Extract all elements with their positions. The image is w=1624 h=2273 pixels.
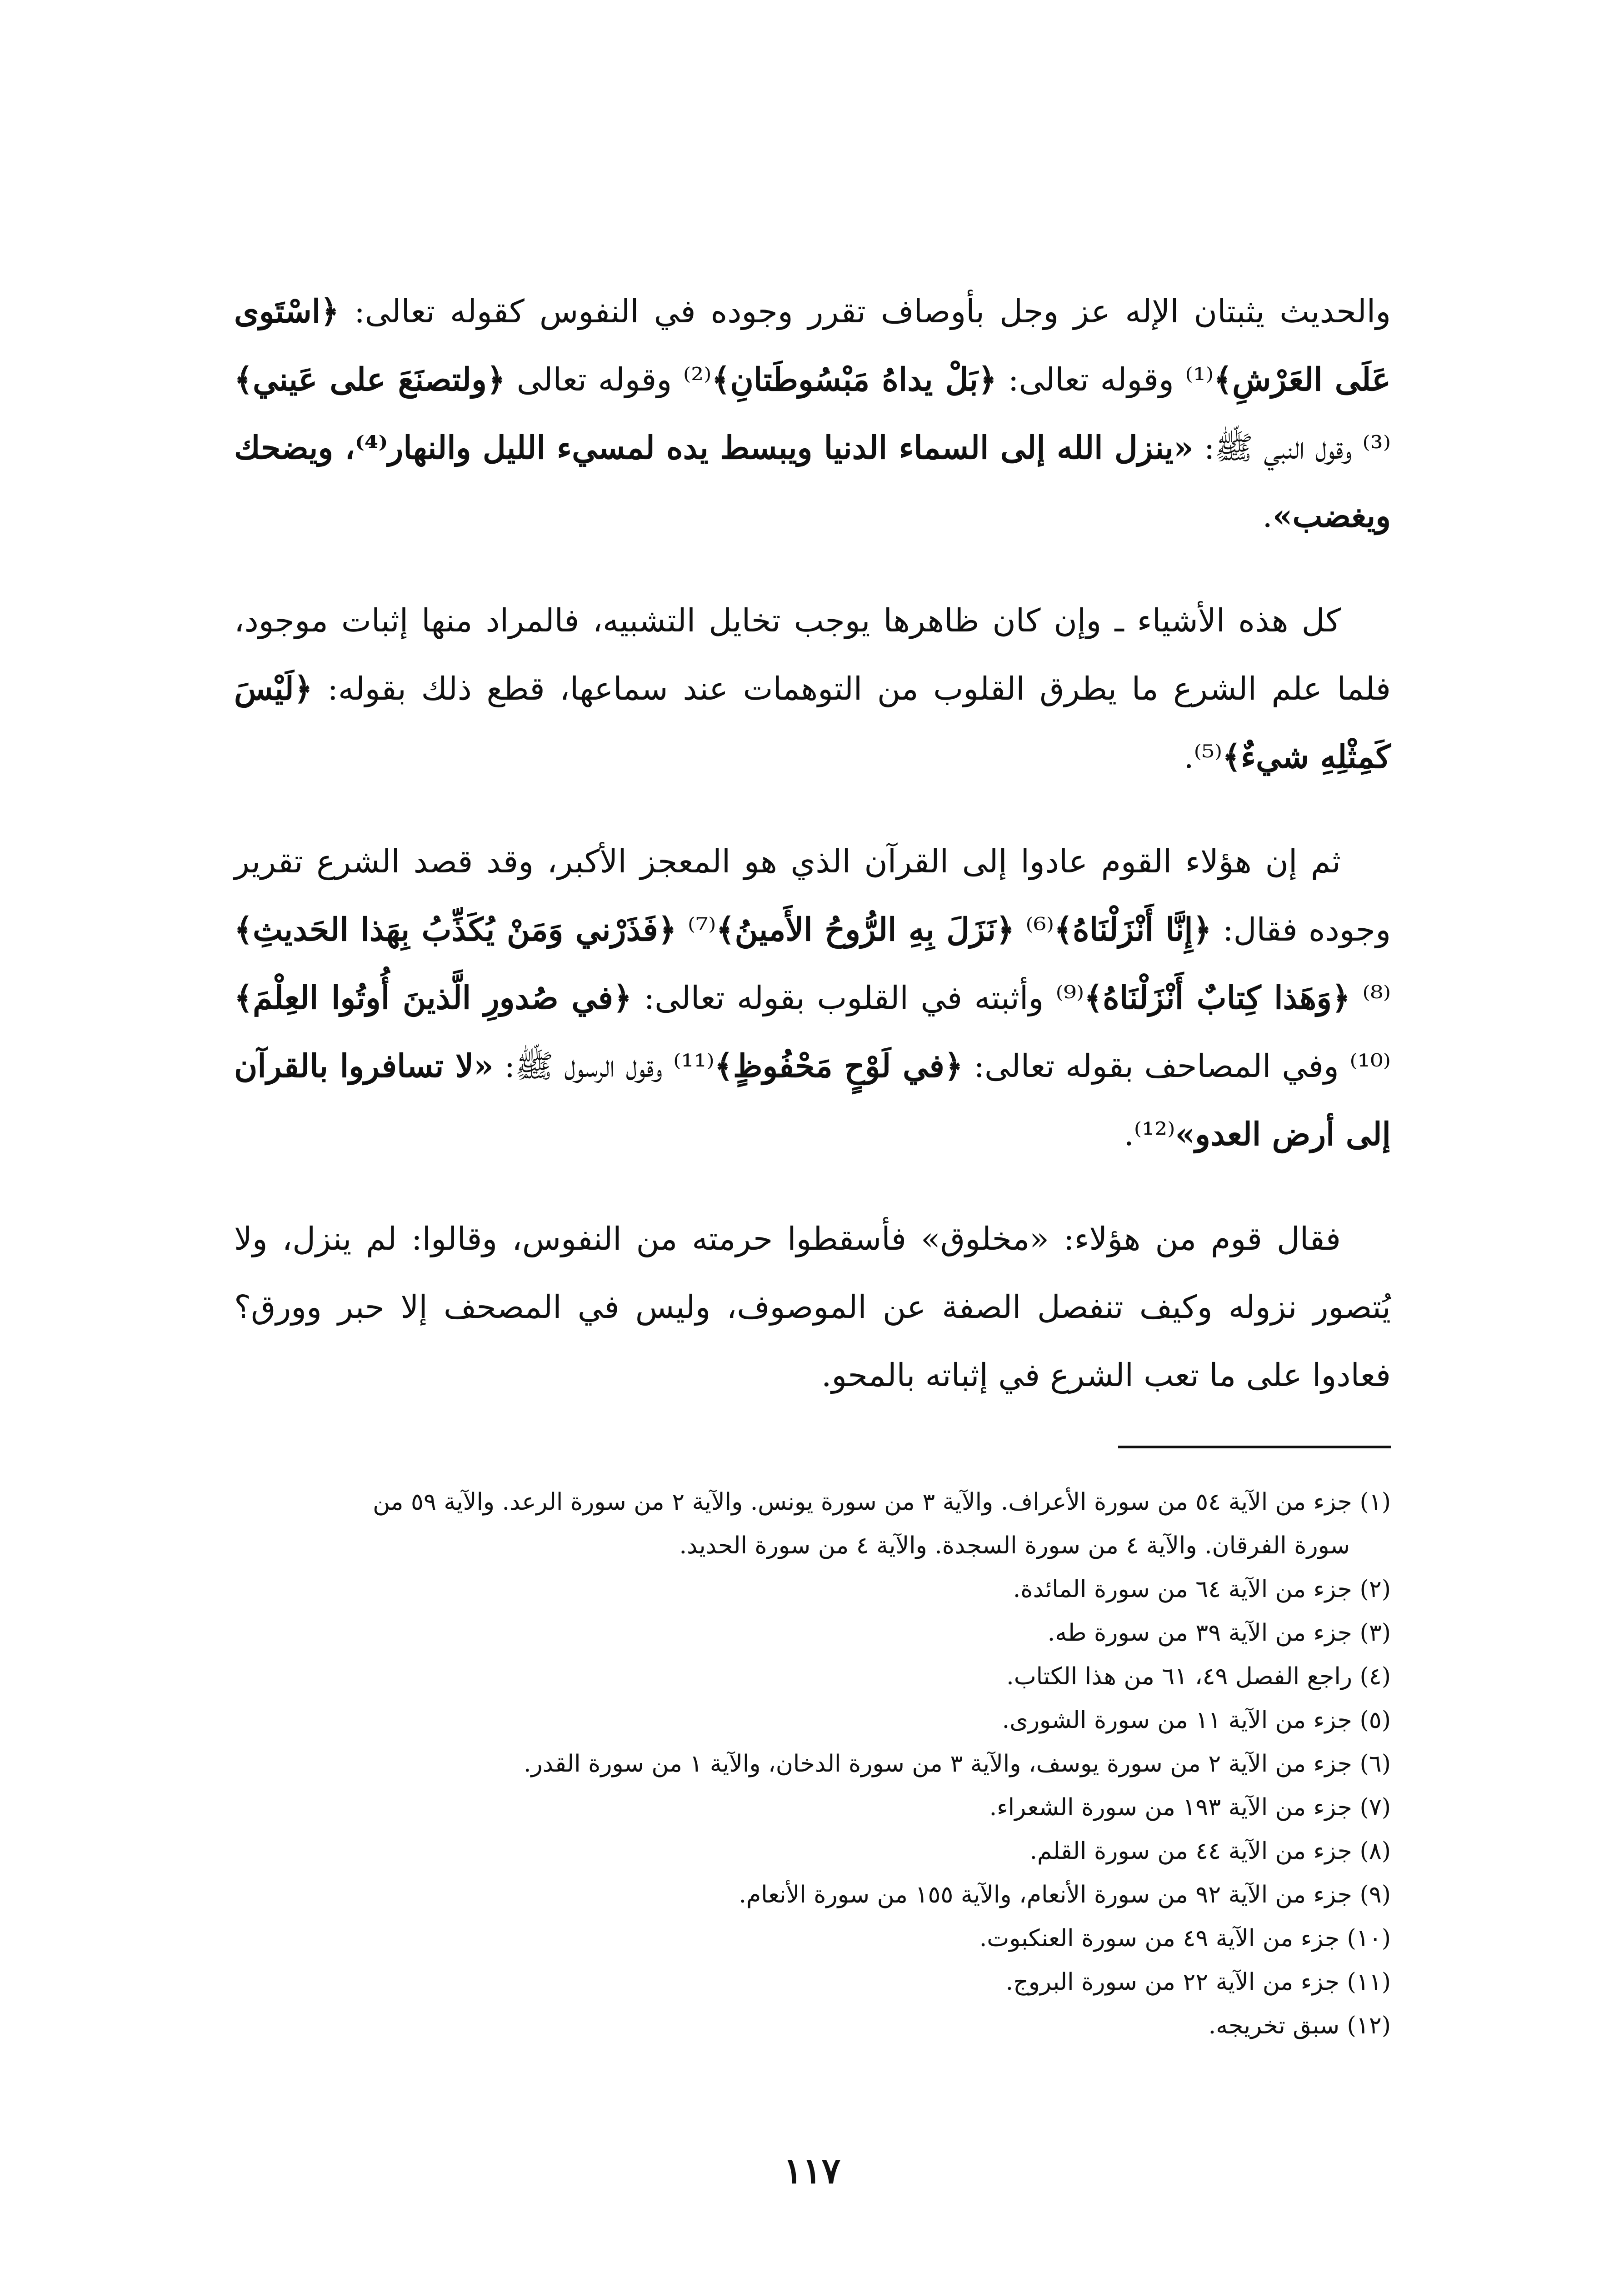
footnote-text: جزء من الآية ١١ من سورة الشورى. [1002, 1707, 1352, 1734]
quoted-text: ﴿في صُدورِ الَّذينَ أُوتُوا العِلْمَ﴾ [234, 979, 632, 1016]
quoted-text: ﴿إِنَّا أَنْزَلْنَاهُ﴾ [1054, 911, 1212, 948]
footnote-text: جزء من الآية ٥٤ من سورة الأعراف. والآية ٣ من سورة يونس. والآية ٢ من سورة الرعد. والآية ٥٩ من [373, 1488, 1352, 1516]
footnote-text: سبق تخريجه. [1208, 2012, 1340, 2039]
paragraph-text: ⁽¹¹⁾ وقول الرسول ﷺ: [493, 1047, 715, 1085]
footnote-number: (٤) [1359, 1663, 1391, 1690]
footnote-number: (١٠) [1347, 1925, 1391, 1952]
footnote-item [234, 1480, 1391, 1567]
footnote-text: راجع الفصل ٤٩، ٦١ من هذا الكتاب. [1006, 1663, 1352, 1690]
quoted-text: ﴿وَهَذا كِتابٌ أَنْزَلْنَاهُ﴾ [1084, 979, 1351, 1016]
footnote-number: (٨) [1359, 1837, 1391, 1865]
body-paragraph [234, 277, 1391, 550]
paragraph-text: فقال قوم من هؤلاء: «مخلوق» فأسقطوا حرمته من النفوس، وقالوا: لم ينزل، ولا يُتصور نزوله وكيف تنفصل الصفة عن الموصوف، وليس في المصحف إلا حبر وورق؟ فعادوا على ما تعب الشرع في إثباته بالمحو. [234, 1220, 1391, 1394]
paragraph-text: كل هذه الأشياء ـ وإن كان ظاهرها يوجب تخايل التشبيه، فالمراد منها إثبات موجود، فلما علم الشرع ما يطرق القلوب من التوهمات عند سماعها، قطع ذلك بقوله: [234, 602, 1391, 707]
paragraph-text: ⁽⁵⁾. [1184, 738, 1223, 776]
footnote-text: جزء من الآية ٩٢ من سورة الأنعام، والآية ١٥٥ من سورة الأنعام. [739, 1881, 1352, 1908]
quoted-text: ﴿نَزَلَ بِهِ الرُّوحُ الأَمينُ﴾ [716, 911, 1015, 948]
footnote-number: (١١) [1347, 1968, 1391, 1996]
footnote-number: (٧) [1359, 1794, 1391, 1821]
footnote-text: جزء من الآية ١٩٣ من سورة الشعراء. [989, 1794, 1352, 1821]
footnote-number: (٣) [1359, 1619, 1391, 1647]
footnote-text-continued: سورة الفرقان. والآية ٤ من سورة السجدة. والآية ٤ من سورة الحديد. [679, 1532, 1350, 1559]
paragraph-text: . [1262, 497, 1273, 535]
quoted-text: «لا تسافروا بالقرآن إلى أرض العدو» [234, 1047, 1391, 1153]
footnote-text: جزء من الآية ٣٩ من سورة طه. [1047, 1619, 1352, 1647]
footnote-item [234, 1655, 1391, 1698]
footnote-separator [1118, 1446, 1391, 1448]
page-body [234, 277, 1391, 2048]
body-paragraph [234, 1205, 1391, 1409]
footnote-number: (٥) [1359, 1707, 1391, 1734]
quoted-text: «ينزل الله إلى السماء الدنيا ويبسط يده لمسيء الليل والنهار⁽⁴⁾، ويضحك ويغضب» [234, 429, 1391, 535]
paragraph-text: ثم إن هؤلاء القوم عادوا إلى القرآن الذي هو المعجز الأكبر، وقد قصد الشرع تقرير وجوده فقال: [234, 843, 1391, 948]
page-number: ١١٧ [783, 2150, 841, 2192]
footnote-item [234, 1742, 1391, 1786]
footnote-text: جزء من الآية ٢ من سورة يوسف، والآية ٣ من سورة الدخان، والآية ١ من سورة القدر. [524, 1750, 1352, 1777]
footnote-item [234, 1960, 1391, 2004]
footnote-text: جزء من الآية ٤٩ من سورة العنكبوت. [979, 1925, 1340, 1952]
footnote-text: جزء من الآية ٦٤ من سورة المائدة. [1013, 1576, 1352, 1603]
quoted-text: ﴿ولتصنَعَ على عَيني﴾ [234, 360, 505, 398]
paragraph-text: ⁽¹⁾ وقوله تعالى: [997, 361, 1214, 398]
footnote-item [234, 1873, 1391, 1917]
footnote-item [234, 1786, 1391, 1829]
footnote-item [234, 1829, 1391, 1873]
paragraph-text: ⁽⁷⁾ [676, 911, 716, 948]
footnote-number: (٦) [1359, 1750, 1391, 1777]
paragraph-text: ⁽⁶⁾ [1014, 911, 1054, 948]
quoted-text: ﴿بَلْ يداهُ مَبْسُوطَتانِ﴾ [711, 360, 997, 398]
paragraph-text: ⁽⁹⁾ وأثبته في القلوب بقوله تعالى: [632, 979, 1084, 1016]
body-text [234, 277, 1391, 1409]
footnote-text: جزء من الآية ٢٢ من سورة البروج. [1005, 1968, 1340, 1996]
footnote-number: (٢) [1359, 1576, 1391, 1603]
footnote-number: (١) [1359, 1488, 1391, 1516]
paragraph-text: والحديث يثبتان الإله عز وجل بأوصاف تقرر وجوده في النفوس كقوله تعالى: [339, 293, 1391, 330]
quoted-text: ﴿فَذَرْني وَمَنْ يُكَذِّبُ بِهَذا الحَديثِ﴾ [234, 911, 677, 948]
quoted-text: ﴿اسْتَوى عَلَى العَرْشِ﴾ [234, 292, 1391, 398]
footnote-item [234, 2004, 1391, 2048]
paragraph-text: ⁽⁸⁾ [1350, 979, 1391, 1016]
paragraph-text: ⁽¹⁰⁾ وفي المصاحف بقوله تعالى: [963, 1047, 1391, 1085]
footnote-text: جزء من الآية ٤٤ من سورة القلم. [1029, 1837, 1352, 1865]
footnote-item [234, 1567, 1391, 1611]
footnote-item [234, 1698, 1391, 1742]
footnote-item [234, 1611, 1391, 1655]
footnote-number: (١٢) [1347, 2012, 1391, 2039]
body-paragraph [234, 586, 1391, 791]
footnote-item [234, 1917, 1391, 1960]
paragraph-text: ⁽³⁾ وقول النبي ﷺ: [1193, 429, 1391, 466]
quoted-text: ﴿في لَوْحٍ مَحْفُوظٍ﴾ [714, 1047, 963, 1085]
paragraph-text: ⁽¹²⁾. [1124, 1116, 1175, 1153]
paragraph-text: ⁽²⁾ وقوله تعالى [505, 361, 712, 398]
body-paragraph [234, 827, 1391, 1168]
footnotes-list [234, 1480, 1391, 2048]
quoted-text: ﴿لَيْسَ كَمِثْلِهِ شيءٌ﴾ [234, 670, 1391, 776]
footnote-number: (٩) [1359, 1881, 1391, 1908]
